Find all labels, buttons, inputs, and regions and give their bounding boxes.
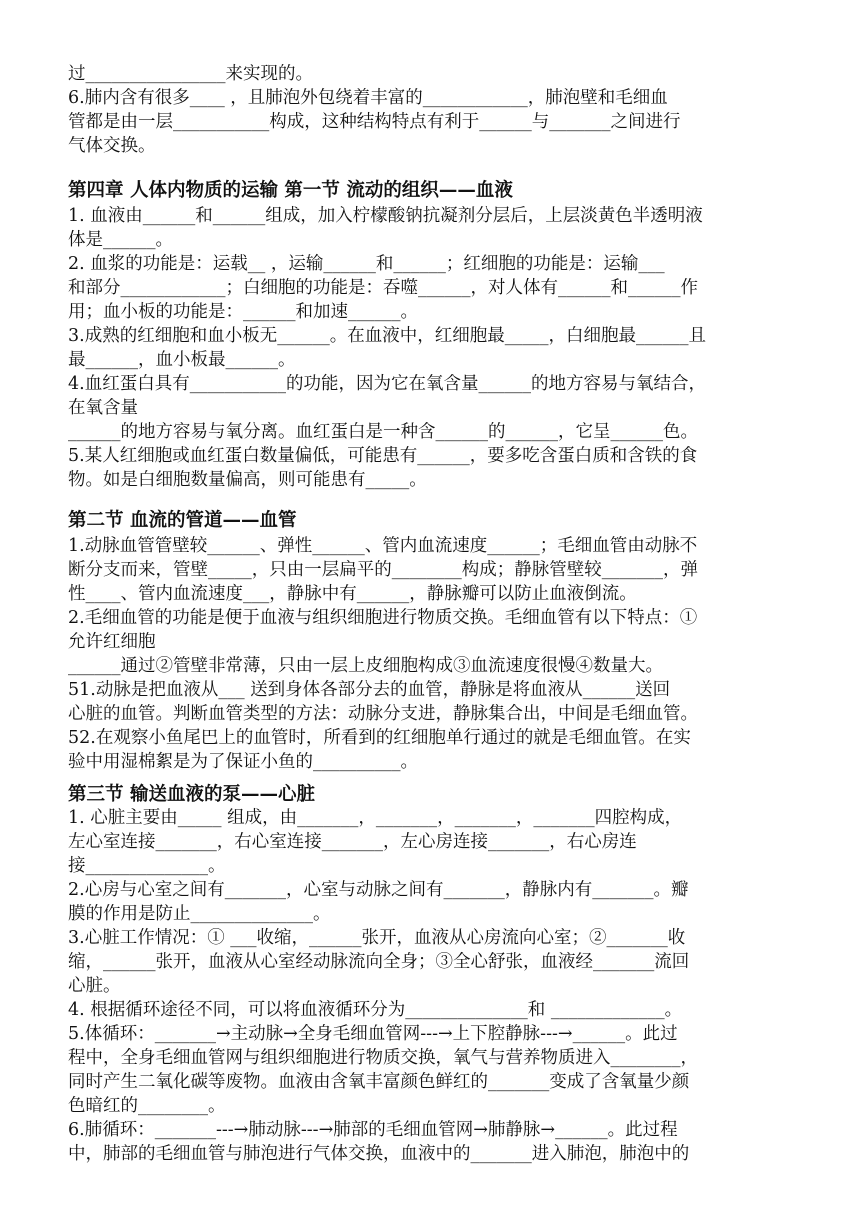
text-line: 允许红细胞 (68, 632, 156, 652)
text-line: ______通过②管壁非常薄，只由一层上皮细胞构成③血流速度很慢④数量大。 (68, 656, 663, 676)
text-line: 程中，全身毛细血管网与组织细胞进行物质交换，氧气与营养物质进入________， (68, 1048, 698, 1068)
text-line: 气体交换。 (68, 136, 156, 156)
text-line: 接______________。 (68, 856, 226, 876)
text-line: 体是______。 (68, 230, 173, 250)
text-line: 52.在观察小鱼尾巴上的血管时，所看到的红细胞单行通过的就是毛细血管。在实 (68, 728, 691, 748)
text-line: 5.某人红细胞或血红蛋白数量偏低，可能患有______，要多吃含蛋白质和含铁的食 (68, 446, 698, 466)
text-line: 膜的作用是防止______________。 (68, 904, 331, 924)
text-line: 1. 血液由______和______组成，加入柠檬酸钠抗凝剂分层后，上层淡黄色半透明液 (68, 206, 703, 226)
text-line: 4.血红蛋白具有___________的功能，因为它在氧含量______的地方容易与氧结合， (68, 374, 706, 394)
section-heading: 第三节 输送血液的泵——心脏 (68, 784, 315, 805)
text-line: 管都是由一层___________构成，这种结构特点有利于______与_______之间进行 (68, 112, 681, 132)
text-line: 6.肺循环：_______---→肺动脉---→肺部的毛细血管网→肺静脉→______。此过程 (68, 1120, 678, 1140)
text-line: 最______，血小板最______。 (68, 350, 296, 370)
text-line: 在氧含量 (68, 398, 138, 418)
text-line: 过________________来实现的。 (68, 64, 313, 84)
text-line: 和部分____________；白细胞的功能是：吞噬______，对人体有______和______作 (68, 278, 698, 298)
text-line: 物。如是白细胞数量偏高，则可能患有_____。 (68, 470, 427, 490)
text-line: 性____、管内血流速度___，静脉中有______，静脉瓣可以防止血液倒流。 (68, 584, 637, 604)
text-line: 3.心脏工作情况：① ___收缩，______张开，血液从心房流向心室；②_______收 (68, 928, 686, 948)
text-line: 5.体循环：_______→主动脉→全身毛细血管网---→上下腔静脉---→______。此过 (68, 1024, 678, 1044)
text-line: 3.成熟的红细胞和血小板无______。在血液中，红细胞最_____，白细胞最______且 (68, 326, 706, 346)
text-line: 缩，______张开，血液从心室经动脉流向全身；③全心舒张，血液经_______流回 (68, 952, 690, 972)
section-heading: 第二节 血流的管道——血管 (68, 510, 297, 531)
text-line: 2.毛细血管的功能是便于血液与组织细胞进行物质交换。毛细血管有以下特点：① (68, 608, 698, 628)
text-line: 中，肺部的毛细血管与肺泡进行气体交换，血液中的_______进入肺泡，肺泡中的 (68, 1144, 690, 1164)
text-line: 断分支而来，管壁_____，只由一层扁平的________构成；静脉管壁较_______，弹 (68, 560, 698, 580)
text-line: ______的地方容易与氧分离。血红蛋白是一种含______的______，它呈______色。 (68, 422, 698, 442)
text-line: 1. 心脏主要由_____ 组成，由_______，_______，_______，_______四腔构成， (68, 808, 683, 828)
text-line: 1.动脉血管管壁较______、弹性______、管内血流速度______；毛细血管由动脉不 (68, 536, 698, 556)
text-line: 色暗红的________。 (68, 1096, 226, 1116)
text-line: 2.心房与心室之间有_______，心室与动脉之间有_______，静脉内有_______。瓣 (68, 880, 689, 900)
text-line: 4. 根据循环途径不同，可以将血液循环分为______________和 _____________。 (68, 1000, 683, 1020)
text-line: 心脏的血管。判断血管类型的方法：动脉分支进，静脉集合出，中间是毛细血管。 (68, 704, 698, 724)
text-line: 51.动脉是把血液从___ 送到身体各部分去的血管，静脉是将血液从______送回 (68, 680, 671, 700)
chapter-heading: 第四章 人体内物质的运输 第一节 流动的组织——血液 (68, 180, 513, 201)
text-line: 用；血小板的功能是：______和加速______。 (68, 302, 418, 322)
text-line: 6.肺内含有很多____ ，且肺泡外包绕着丰富的____________，肺泡壁和毛细血 (68, 88, 668, 108)
text-line: 左心室连接_______，右心室连接_______，左心房连接_______，右心房连 (68, 832, 637, 852)
text-line: 同时产生二氧化碳等废物。血液由含氧丰富颜色鲜红的_______变成了含氧量少颜 (68, 1072, 690, 1092)
text-line: 心脏。 (68, 976, 121, 996)
text-line: 验中用湿棉絮是为了保证小鱼的__________。 (68, 752, 418, 772)
text-line: 2. 血浆的功能是：运载__ ，运输______和______；红细胞的功能是：运输___ (68, 254, 665, 274)
